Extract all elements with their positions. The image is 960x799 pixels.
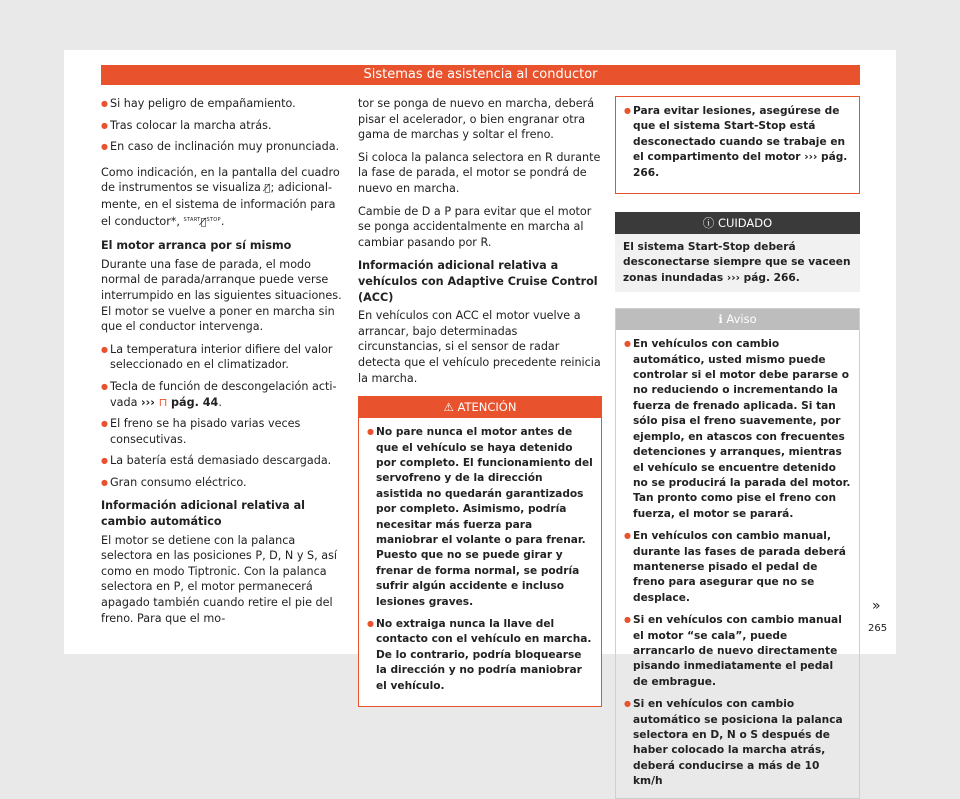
column-middle (358, 96, 602, 707)
defrost-icon: ⊓ (158, 395, 168, 409)
paragraph: En vehículos con ACC el motor vuelve a arrancar, bajo determinadas circunstancias, si el sensor de radar detecta que el vehículo precedente reinicia la marcha. (358, 309, 601, 385)
column-left (101, 96, 345, 633)
injury-note-box (615, 96, 860, 194)
warning-title: ⚠ ATENCIÓN (359, 397, 601, 418)
heading-auto: Información adicional relativa al cambio automático (101, 499, 305, 529)
caution-text: El sistema Start-Stop deberá desconectarse siempre que se vaceen zonas inundadas ››› pág. 266. (615, 234, 860, 292)
notice-box (615, 308, 860, 798)
list-item: ● Para evitar lesiones, asegúrese de que el sistema Start-Stop está desconectado cuando se trabaje en el compartimento del motor ››› pág. 266. (624, 103, 851, 181)
list-item: ● Tecla de función de descongelación activada ››› ⊓ pág. 44. (101, 379, 345, 410)
continues-marker: » (872, 598, 881, 614)
stop-label: STOP (206, 216, 221, 223)
warning-box (358, 396, 602, 707)
start-stop-off-icon: Ⓐ̸ (200, 216, 207, 228)
paragraph: Durante una fase de parada, el modo normal de parada/arranque puede verse interrumpido en las siguientes situaciones. El motor se vuelve a poner en marcha sin que el conductor intervenga. (101, 257, 342, 334)
page-number: 265 (868, 623, 888, 634)
list-item: ● El freno se ha pisado varias veces consecutivas. (101, 416, 345, 447)
paragraph: El motor se detiene con la palanca selectora en las posiciones P, D, N y S, así como en modo Tiptronic. Con la palanca selectora en P, el motor permanecerá apagado también cuando retire el pie del freno. Para que el mo- (101, 533, 338, 625)
page-link[interactable]: pág. 44 (171, 395, 219, 409)
caution-title: ⓘ CUIDADO (615, 212, 860, 234)
list-item: ● Si hay peligro de empañamiento. (101, 96, 345, 112)
notice-title: ℹ Aviso (616, 309, 859, 330)
paragraph: Cambie de D a P para evitar que el motor se ponga accidentalmente en marcha al cambiar pasando por R. (358, 204, 592, 249)
list-item: ● Si en vehículos con cambio automático se posiciona la palanca selectora en D, N o S después de haber colocado la marcha atrás, deberá conducirse a más de 10 km/h (624, 696, 851, 789)
list-item: ● En vehículos con cambio automático, usted mismo puede controlar si el motor debe pararse o no reduciendo o incrementando la fuerza de frenado aplicada. Si tan sólo pisa el freno suavemente, por ejemplo, en atascos con frecuentes detenciones y arranques, mientras el vehículo se encuentre detenido no se producirá la parada del motor. Tan pronto como pise el freno con fuerza, el motor se parará. (624, 336, 851, 522)
section-header: Sistemas de asistencia al conductor (101, 65, 860, 85)
start-label: START (183, 216, 201, 223)
info-circle-icon: ⓘ (702, 216, 715, 231)
list-item: ● Tras colocar la marcha atrás. (101, 118, 345, 134)
caution-box (615, 212, 860, 292)
list-item: ● No pare nunca el motor antes de que el vehículo se haya detenido por completo. El funcionamiento del servofreno y de la dirección asistida no quedarán garantizados por completo. Asimismo, podría necesitar más fuerza para maniobrar el volante o para frenar. Puesto que no se puede girar y frenar de forma normal, se podría sufrir algún accidente e incluso lesiones graves. (367, 424, 593, 610)
list-item: ● En caso de inclinación muy pronunciada. (101, 139, 345, 155)
start-stop-off-icon: Ⓐ̸ (264, 183, 271, 195)
list-item: ● En vehículos con cambio manual, durante las fases de parada deberá mantenerse pisado el pedal de freno para asegurar que no se desplace. (624, 528, 851, 606)
heading-acc: Información adicional relativa a vehículos con Adaptive Cruise Control (ACC) (358, 259, 598, 304)
column-right (615, 96, 860, 799)
list-item: ● La batería está demasiado descargada. (101, 453, 345, 469)
warning-icon: ⚠ (443, 400, 454, 415)
list-item: ● Si en vehículos con cambio manual el motor “se cala”, puede arrancarlo de nuevo directamente pisando inmediatamente el pedal de embrague. (624, 612, 851, 690)
paragraph: tor se ponga de nuevo en marcha, deberá pisar el acelerador, o bien engranar otra gama de marchas y soltar el freno. (358, 97, 595, 142)
heading-restart: El motor arranca por sí mismo (101, 239, 292, 253)
list-item: ● No extraiga nunca la llave del contacto con el vehículo en marcha. De lo contrario, podría bloquearse la dirección y no podría maniobrar el vehículo. (367, 616, 593, 694)
list-item: ● La temperatura interior difiere del valor seleccionado en el climatizador. (101, 342, 345, 373)
list-item: ● Gran consumo eléctrico. (101, 475, 345, 491)
info-icon: ℹ (718, 312, 723, 327)
paragraph: Si coloca la palanca selectora en R durante la fase de parada, el motor se pondrá de nuevo en marcha. (358, 150, 601, 195)
paragraph-indication: Como indicación, en la pantalla del cuadro de instrumentos se visualiza Ⓐ̸; adicionalmente, en el sistema de información para el conductor*, $^{START}$Ⓐ̸$^{STOP}$. (101, 165, 345, 230)
